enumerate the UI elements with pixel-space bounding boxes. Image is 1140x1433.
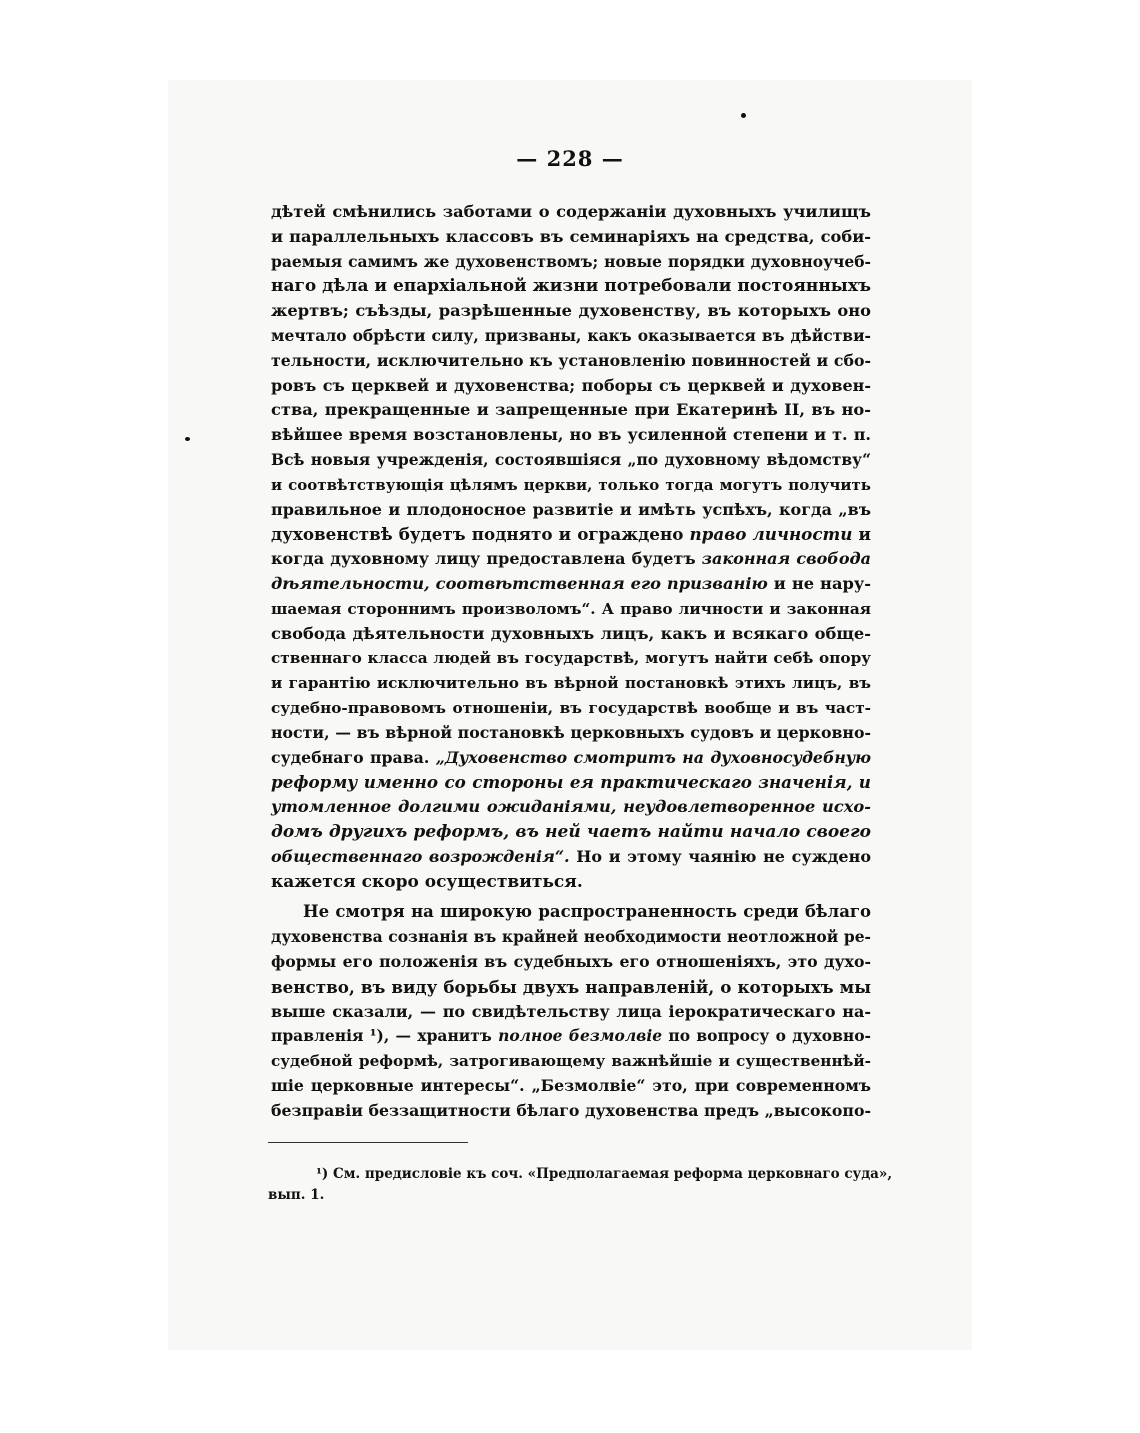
- text-line: жертвъ; съѣзды, разрѣшенные духовенству, въ которыхъ оно: [271, 301, 871, 321]
- text-line: [271, 746, 871, 771]
- text-line: кажется скоро осуществиться.: [271, 871, 583, 892]
- italic-run: реформу именно со стороны ея практическаго значенія, и: [271, 772, 871, 793]
- text-line: [271, 845, 871, 870]
- italic-run: утомленное долгими ожиданіями, неудовлетворенное исхо-: [271, 797, 871, 817]
- text-line: [271, 1024, 871, 1049]
- text-line: формы его положенія въ судебныхъ его отношеніяхъ, это духо-: [271, 951, 871, 971]
- page-number: — 228 —: [516, 146, 624, 171]
- text-line: шіе церковные интересы“. „Безмолвіе“ это, при современномъ: [271, 1075, 871, 1095]
- italic-run: полное безмолвіе: [498, 1026, 663, 1046]
- text-line: вѣйшее время возстановлены, но въ усиленной степени и т. п.: [271, 425, 871, 445]
- text-run: по вопросу о духовно-: [662, 1026, 871, 1046]
- text-line: ственнаго класса людей въ государствѣ, могутъ найти себѣ опору: [271, 649, 871, 668]
- text-line: безправіи беззащитности бѣлаго духовенства предъ „высокопо-: [271, 1100, 871, 1120]
- text-line: дѣтей смѣнились заботами о содержаніи духовныхъ училищъ: [271, 202, 871, 221]
- footnote: [268, 1164, 893, 1206]
- text-line: наго дѣла и епархіальной жизни потребовали постоянныхъ: [271, 276, 871, 297]
- text-line: [271, 770, 871, 795]
- text-line: [271, 547, 871, 572]
- text-line: мечтало обрѣсти силу, призваны, какъ оказывается въ дѣйстви-: [271, 325, 871, 345]
- text-line: венство, въ виду борьбы двухъ направленій, о которыхъ мы: [271, 976, 871, 997]
- text-line: судебно-правовомъ отношеніи, въ государствѣ вообще и въ част-: [271, 698, 871, 717]
- text-line: выше сказали, — по свидѣтельству лица іерократическаго на-: [271, 1001, 871, 1021]
- italic-run: законная свобода: [701, 549, 872, 569]
- text-line: тельности, исключительно къ установленію повинностей и сбо-: [271, 350, 871, 370]
- text-line: Не смотря на широкую распространенность среди бѣлаго: [303, 902, 871, 922]
- text-run: духовенствѣ будетъ поднято и ограждено: [271, 524, 690, 545]
- footnote-line: вып. 1.: [268, 1187, 325, 1203]
- text-run: правленія ¹), — хранитъ: [271, 1026, 499, 1046]
- text-run: и: [852, 524, 871, 545]
- text-run: когда духовному лицу предоставлена будетъ: [271, 549, 702, 569]
- text-run: судебнаго права.: [271, 747, 436, 767]
- text-line: ства, прекращенные и запрещенные при Екатеринѣ II, въ но-: [271, 400, 871, 420]
- text-line: [271, 820, 871, 845]
- text-line: и параллельныхъ классовъ въ семинаріяхъ на средства, соби-: [271, 226, 871, 246]
- italic-run: дѣятельности, соотвѣтственная его призванію: [271, 573, 768, 593]
- text-line: [271, 572, 871, 597]
- text-line: шаемая стороннимъ произволомъ“. А право личности и законная: [271, 599, 871, 618]
- text-line: духовенства сознанія въ крайней необходимости неотложной ре-: [271, 927, 871, 947]
- italic-run: право личности: [689, 524, 853, 545]
- text-line: [271, 522, 871, 547]
- footnote-divider: [268, 1142, 468, 1143]
- text-line: Всѣ новыя учрежденія, состоявшіяся „по духовному вѣдомству“: [271, 449, 871, 469]
- italic-run: домъ другихъ реформъ, въ ней чаетъ найти начало своего: [271, 821, 871, 842]
- text-line: и соотвѣтствующія цѣлямъ церкви, только тогда могутъ получить: [271, 475, 871, 494]
- italic-run: „Духовенство смотритъ на духовносудебную: [435, 747, 871, 767]
- footnote-line: ¹) См. предисловіе къ соч. «Предполагаемая реформа церковнаго суда»,: [316, 1166, 893, 1182]
- text-line: судебной реформѣ, затрогивающему важнѣйшіе и существеннѣй-: [271, 1052, 871, 1071]
- ink-speck: [741, 113, 746, 118]
- text-line: правильное и плодоносное развитіе и имѣть успѣхъ, когда „въ: [271, 499, 871, 519]
- text-line: ности, — въ вѣрной постановкѣ церковныхъ судовъ и церковно-: [271, 722, 871, 742]
- text-line: свобода дѣятельности духовныхъ лицъ, какъ и всякаго обще-: [271, 623, 871, 643]
- body-text: [271, 200, 871, 1123]
- text-line: ровъ съ церквей и духовенства; поборы съ церквей и духовен-: [271, 375, 871, 395]
- text-run: Но и этому чаянію не суждено: [569, 846, 871, 866]
- text-line: [271, 795, 871, 820]
- text-run: и не нару-: [767, 573, 871, 593]
- text-line: раемыя самимъ же духовенствомъ; новые порядки духовноучеб-: [271, 251, 871, 271]
- text-line: и гарантію исключительно въ вѣрной постановкѣ этихъ лицъ, въ: [271, 674, 871, 693]
- ink-speck: [185, 437, 190, 441]
- italic-run: общественнаго возрожденія“.: [271, 846, 570, 866]
- book-page: [168, 80, 972, 1350]
